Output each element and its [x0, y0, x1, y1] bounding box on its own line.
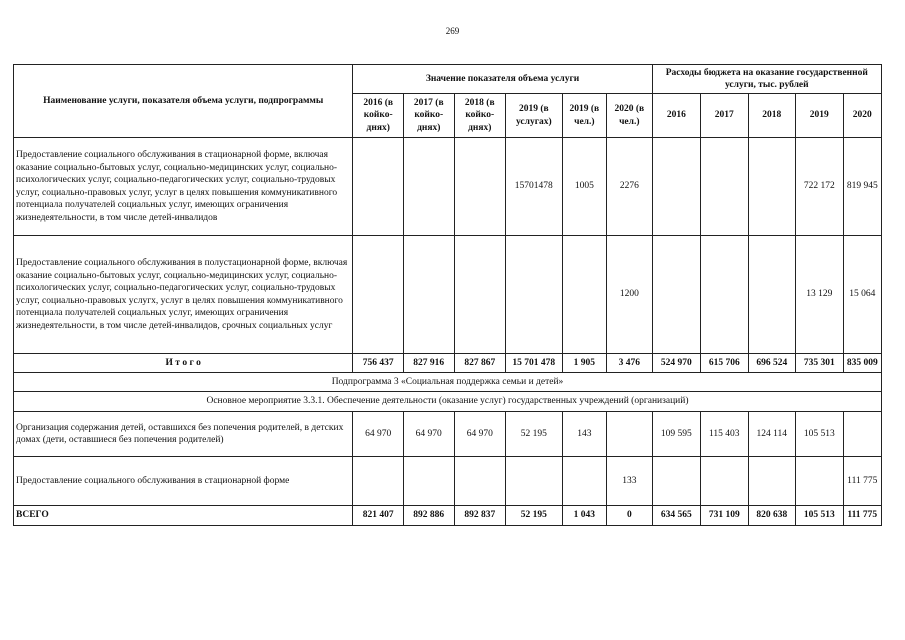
value-cell: [796, 457, 843, 506]
value-cell: 13 129: [796, 236, 843, 354]
value-cell: [652, 236, 700, 354]
value-cell: 735 301: [796, 354, 843, 373]
row-name-cell: И т о г о: [14, 354, 353, 373]
value-cell: [506, 457, 563, 506]
table-row: [14, 412, 882, 457]
value-cell: [403, 236, 454, 354]
value-cell: 819 945: [843, 138, 881, 236]
table-row: [14, 138, 882, 236]
value-cell: [748, 236, 795, 354]
value-cell: 2276: [607, 138, 653, 236]
name-column-header: Наименование услуги, показателя объема услуги, подпрограммы: [14, 65, 353, 138]
table-row: [14, 236, 882, 354]
value-cell: 820 638: [748, 506, 795, 526]
budget-group-header: Расходы бюджета на оказание государственной услуги, тыс. рублей: [652, 65, 881, 94]
value-cell: 124 114: [748, 412, 795, 457]
subprogram-row: Подпрограмма 3 «Социальная поддержка семьи и детей»: [14, 373, 882, 392]
main-event-row: Основное мероприятие 3.3.1. Обеспечение деятельности (оказание услуг) государственных учреждений (организаций): [14, 392, 882, 412]
value-cell: 1 043: [562, 506, 606, 526]
value-cell: [353, 138, 404, 236]
value-cell: [454, 457, 506, 506]
value-cell: 892 837: [454, 506, 506, 526]
value-cell: 3 476: [607, 354, 653, 373]
value-cell: [652, 138, 700, 236]
value-cell: 52 195: [506, 412, 563, 457]
value-cell: 615 706: [701, 354, 748, 373]
value-cell: 1005: [562, 138, 606, 236]
value-cell: [701, 138, 748, 236]
value-cell: 133: [607, 457, 653, 506]
value-cell: 105 513: [796, 412, 843, 457]
value-cell: [353, 236, 404, 354]
budget-col-header: 2020: [843, 94, 881, 138]
value-cell: [607, 412, 653, 457]
value-cell: 109 595: [652, 412, 700, 457]
row-name-cell: Предоставление социального обслуживания в стационарной форме: [14, 457, 353, 506]
value-cell: 64 970: [454, 412, 506, 457]
value-cell: [454, 236, 506, 354]
budget-col-header: 2018: [748, 94, 795, 138]
table-row: [14, 457, 882, 506]
value-cell: [701, 457, 748, 506]
budget-table: [13, 64, 882, 526]
value-cell: 64 970: [403, 412, 454, 457]
value-cell: 0: [607, 506, 653, 526]
table-row: [14, 506, 882, 526]
value-cell: [748, 138, 795, 236]
value-cell: 15 064: [843, 236, 881, 354]
value-cell: [701, 236, 748, 354]
value-cell: 892 886: [403, 506, 454, 526]
row-name-cell: Предоставление социального обслуживания в полустационарной форме, включая оказание социально-бытовых услуг, социально-медицинских услуг, социально-психологических услуг, социально-педагогических услуг, социально-трудовых услуг, социально-правовых услугх, услуг в целях повышения коммуникативного потенциала получателей социальных услуг, имеющих ограничения жизнедеятельности, в том числе детей-инвалидов, срочных социальных услуг: [14, 236, 353, 354]
value-cell: [843, 412, 881, 457]
indicator-col-header: 2020 (в чел.): [607, 94, 653, 138]
budget-col-header: 2016: [652, 94, 700, 138]
value-cell: 756 437: [353, 354, 404, 373]
indicator-group-header: Значение показателя объема услуги: [353, 65, 652, 94]
row-name-cell: Организация содержания детей, оставшихся без попечения родителей, в детских домах (дети, оставшиеся без попечения родителей): [14, 412, 353, 457]
value-cell: [403, 457, 454, 506]
table-row: [14, 354, 882, 373]
indicator-col-header: 2019 (в чел.): [562, 94, 606, 138]
value-cell: 115 403: [701, 412, 748, 457]
value-cell: 111 775: [843, 506, 881, 526]
value-cell: 722 172: [796, 138, 843, 236]
value-cell: [562, 457, 606, 506]
value-cell: 827 867: [454, 354, 506, 373]
value-cell: 524 970: [652, 354, 700, 373]
value-cell: [652, 457, 700, 506]
value-cell: [562, 236, 606, 354]
value-cell: 52 195: [506, 506, 563, 526]
value-cell: [748, 457, 795, 506]
value-cell: [506, 236, 563, 354]
value-cell: 15701478: [506, 138, 563, 236]
value-cell: 731 109: [701, 506, 748, 526]
indicator-col-header: 2018 (в койко-днях): [454, 94, 506, 138]
indicator-col-header: 2017 (в койко-днях): [403, 94, 454, 138]
value-cell: 696 524: [748, 354, 795, 373]
value-cell: 821 407: [353, 506, 404, 526]
value-cell: 1 905: [562, 354, 606, 373]
value-cell: 111 775: [843, 457, 881, 506]
indicator-col-header: 2016 (в койко-днях): [353, 94, 404, 138]
value-cell: 64 970: [353, 412, 404, 457]
value-cell: [353, 457, 404, 506]
row-name-cell: ВСЕГО: [14, 506, 353, 526]
value-cell: 827 916: [403, 354, 454, 373]
value-cell: [454, 138, 506, 236]
value-cell: 835 009: [843, 354, 881, 373]
budget-col-header: 2019: [796, 94, 843, 138]
value-cell: 15 701 478: [506, 354, 563, 373]
value-cell: 105 513: [796, 506, 843, 526]
value-cell: 143: [562, 412, 606, 457]
indicator-col-header: 2019 (в услугах): [506, 94, 563, 138]
budget-col-header: 2017: [701, 94, 748, 138]
page-number: 269: [445, 26, 460, 36]
value-cell: 1200: [607, 236, 653, 354]
value-cell: 634 565: [652, 506, 700, 526]
row-name-cell: Предоставление социального обслуживания в стационарной форме, включая оказание социально-бытовых услуг, социально-медицинских услуг, социально-психологических услуг, социально-педагогических услуг, социально-трудовых услуг, социально-правовых услуг, услуг в целях повышения коммуникативного потенциала получателей социальных услуг, имеющих ограничения жизнедеятельности, в том числе детей-инвалидов: [14, 138, 353, 236]
value-cell: [403, 138, 454, 236]
